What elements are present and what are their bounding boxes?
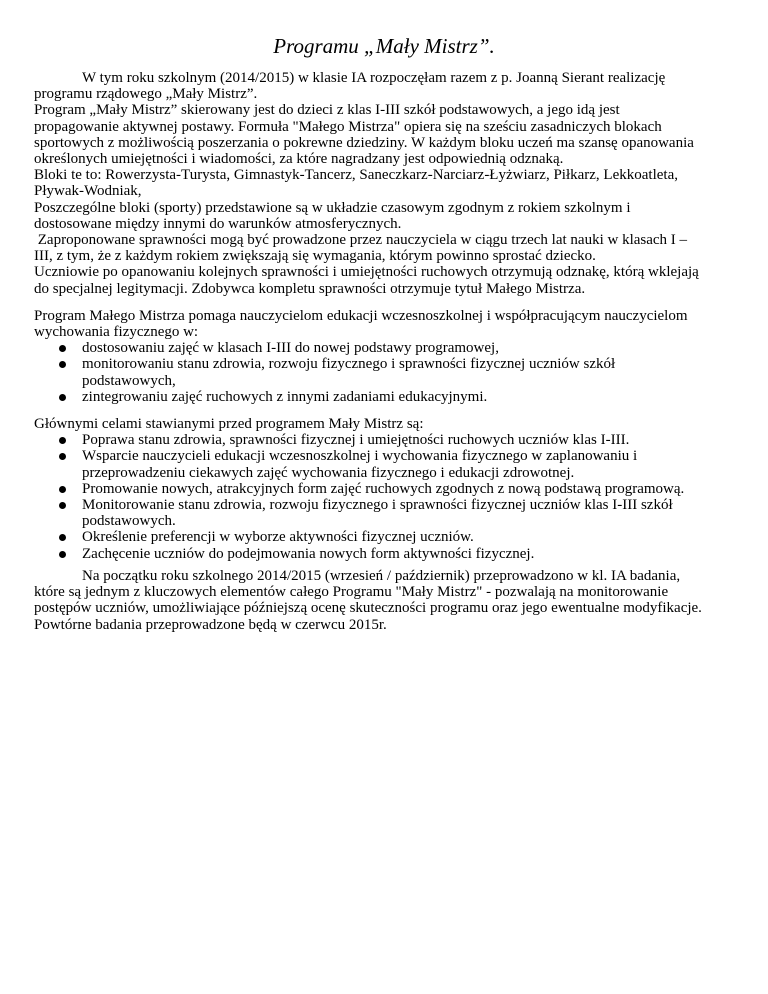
- list-item-text: Poprawa stanu zdrowia, sprawności fizycznej i umiejętności ruchowych uczniów klas I-III.: [82, 432, 630, 449]
- text-line: Głównymi celami stawianymi przed programem Mały Mistrz są:: [34, 416, 424, 433]
- goals-intro-paragraph: [34, 416, 734, 432]
- text-line: programu rządowego „Mały Mistrz”.: [34, 86, 258, 103]
- text-line: dostosowane między innymi do warunków atmosferycznych.: [34, 215, 402, 232]
- list-item-text: Zachęcenie uczniów do podejmowania nowych form aktywności fizycznej.: [82, 545, 535, 562]
- list-item: [34, 481, 734, 497]
- intro-paragraph: [34, 70, 734, 297]
- text-line: do specjalnej legitymacji. Zdobywca kompletu sprawności otrzymuje tytuł Małego Mistrza.: [34, 280, 586, 297]
- list-item-text: Monitorowanie stanu zdrowia, rozwoju fizycznego i sprawności fizycznej uczniów klas I-III szkół: [82, 497, 673, 514]
- list-item-text: przeprowadzeniu ciekawych zajęć wychowania fizycznego i edukacji zdrowotnej.: [82, 464, 575, 481]
- text-line: III, z tym, że z każdym rokiem zwiększają się wymagania, którym powinno sprostać dziecko.: [34, 248, 596, 265]
- list-item-text: zintegrowaniu zajęć ruchowych z innymi zadaniami edukacyjnymi.: [82, 388, 488, 405]
- text-line: Bloki te to: Rowerzysta-Turysta, Gimnastyk-Tancerz, Saneczkarz-Narciarz-Łyżwiarz, Piłkarz, Lekkoatleta,: [34, 167, 678, 184]
- text-line: wychowania fizycznego w:: [34, 324, 199, 341]
- list-item: [34, 497, 734, 529]
- list-item-text: Wsparcie nauczycieli edukacji wczesnoszkolnej i wychowania fizycznego w zaplanowaniu i: [82, 448, 638, 465]
- list-item: [34, 546, 734, 562]
- text-line: W tym roku szkolnym (2014/2015) w klasie IA rozpoczęłam razem z p. Joanną Sierant realizację: [82, 70, 666, 86]
- text-line: Program „Mały Mistrz” skierowany jest do dzieci z klas I-III szkół podstawowych, a jego idą jest: [34, 102, 620, 119]
- list-item-text: monitorowaniu stanu zdrowia, rozwoju fizycznego i sprawności fizycznej uczniów szkół: [82, 356, 616, 373]
- list-item-text: Promowanie nowych, atrakcyjnych form zajęć ruchowych zgodnych z nową podstawą programową.: [82, 480, 685, 497]
- text-line: Pływak-Wodniak,: [34, 183, 142, 200]
- list-item: [34, 356, 734, 388]
- goals-list: [34, 432, 734, 562]
- closing-paragraph: [34, 568, 734, 633]
- text-line: propagowanie aktywnej postawy. Formuła "Małego Mistrza" opiera się na sześciu zasadniczych blokach: [34, 118, 662, 135]
- list-item: [34, 389, 734, 405]
- help-intro-paragraph: [34, 308, 734, 340]
- list-item: [34, 340, 734, 356]
- list-item-text: Określenie preferencji w wyborze aktywności fizycznej uczniów.: [82, 529, 474, 546]
- list-item-text: podstawowych.: [82, 513, 176, 530]
- text-line: Uczniowie po opanowaniu kolejnych sprawności i umiejętności ruchowych otrzymują odznakę, którą wklejają: [34, 264, 699, 281]
- text-line: Powtórne badania przeprowadzone będą w czerwcu 2015r.: [34, 616, 387, 633]
- list-item: [34, 432, 734, 448]
- text-line: określonych umiejętności i wiadomości, za które nagradzany jest odpowiednią odznaką.: [34, 151, 564, 168]
- list-item-text: dostosowaniu zajęć w klasach I-III do nowej podstawy programowej,: [82, 340, 499, 357]
- document-page: [34, 0, 734, 633]
- list-item: [34, 529, 734, 545]
- list-item: [34, 448, 734, 480]
- text-line: które są jednym z kluczowych elementów całego Programu "Mały Mistrz" - pozwalają na monitorowanie: [34, 584, 669, 601]
- text-line: Poszczególne bloki (sporty) przedstawione są w układzie czasowym zgodnym z rokiem szkolnym i: [34, 199, 631, 216]
- list-item-text: podstawowych,: [82, 372, 176, 389]
- text-line: Zaproponowane sprawności mogą być prowadzone przez nauczyciela w ciągu trzech lat nauki w klasach I –: [34, 232, 688, 249]
- text-line: Program Małego Mistrza pomaga nauczycielom edukacji wczesnoszkolnej i współpracującym nauczycielom: [34, 307, 688, 324]
- text-line: Na początku roku szkolnego 2014/2015 (wrzesień / październik) przeprowadzono w kl. IA badania,: [82, 567, 681, 584]
- document-title: Programu „Mały Mistrz”.: [273, 34, 495, 58]
- text-line: sportowych z możliwością poszerzania o pokrewne dziedziny. W każdym bloku uczeń ma szansę opanowania: [34, 134, 694, 151]
- help-list: [34, 340, 734, 405]
- text-line: postępów uczniów, umożliwiające późniejszą ocenę skuteczności programu oraz jego ewentualne modyfikacje.: [34, 600, 702, 617]
